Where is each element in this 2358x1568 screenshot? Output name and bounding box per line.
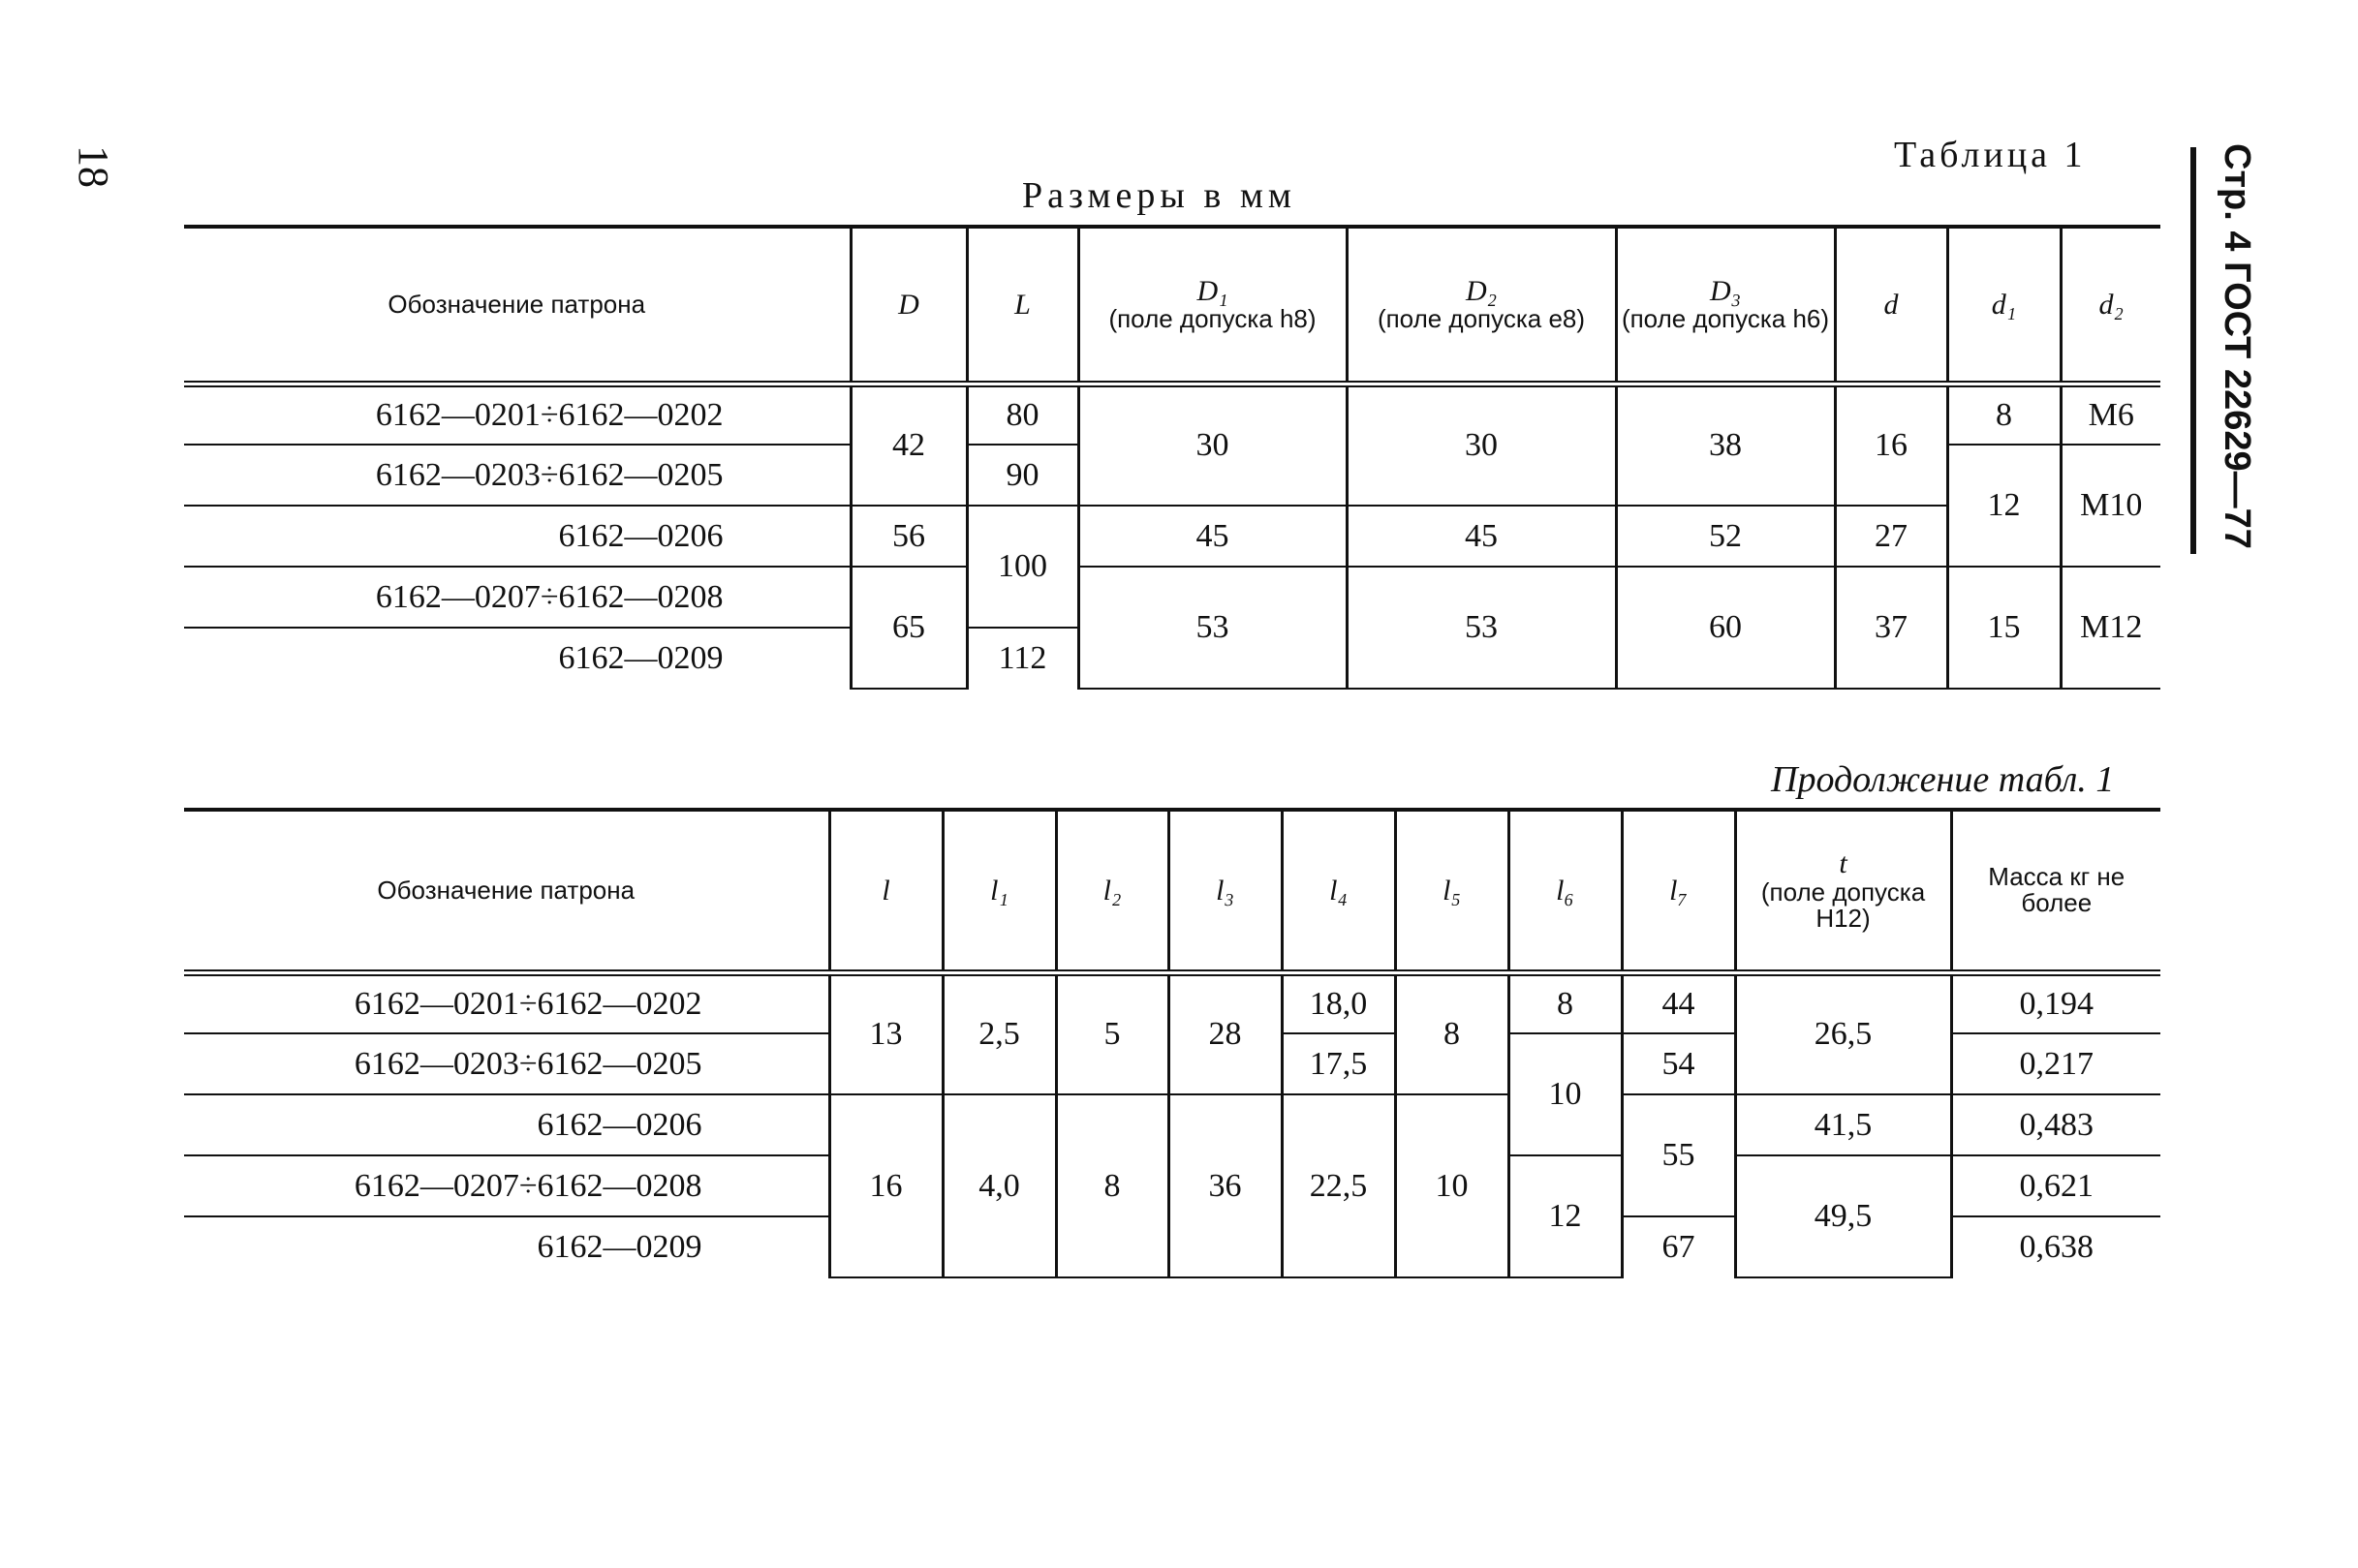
side-header: Стр. 4 ГОСТ 22629—77 [2217,143,2257,549]
cell-l4: 18,0 [1282,972,1395,1033]
cell-mass: 0,217 [1951,1033,2160,1094]
cell-d: 16 [1835,384,1947,506]
header-L: L [967,227,1078,384]
cell-L: 80 [967,384,1078,445]
table-title: Таблица 1 [1894,135,2087,175]
cell-l5: 8 [1395,972,1508,1094]
cell-l3: 28 [1168,972,1282,1094]
header-name: Обозначение патрона [184,810,829,972]
page-number: 18 [70,145,117,188]
table-1-continuation [184,808,2160,1278]
table-row-name: 6162—0203÷6162—0205 [184,445,851,506]
cell-d: 27 [1835,506,1947,567]
header-t: t (поле допуска Н12) [1735,810,1951,972]
table-row-name: 6162—0207÷6162—0208 [184,1155,829,1216]
cell-d: 37 [1835,567,1947,689]
table-row-name: 6162—0207÷6162—0208 [184,567,851,628]
header-d: d [1835,227,1947,384]
cell-D1: 53 [1078,567,1347,689]
cell-L: 100 [967,506,1078,628]
header-l2: l₂ [1056,810,1168,972]
cell-t: 49,5 [1735,1155,1951,1277]
units-caption: Размеры в мм [1022,175,1296,216]
header-l7: l₇ [1622,810,1735,972]
cell-l7: 67 [1622,1216,1735,1277]
header-l: l [829,810,943,972]
cell-l6: 8 [1508,972,1622,1033]
cell-l4: 22,5 [1282,1094,1395,1277]
table-row-name: 6162—0201÷6162—0202 [184,384,851,445]
cell-L: 112 [967,628,1078,689]
cell-D2: 53 [1347,567,1616,689]
cell-D3: 60 [1616,567,1835,689]
cell-l2: 5 [1056,972,1168,1094]
cell-D3: 38 [1616,384,1835,506]
table-1 [184,225,2160,690]
cell-d2: M12 [2061,567,2160,689]
cell-d1: 15 [1947,567,2061,689]
cell-l7: 54 [1622,1033,1735,1094]
cell-l1: 2,5 [943,972,1056,1094]
continuation-title: Продолжение табл. 1 [1771,759,2115,800]
header-l3: l₃ [1168,810,1282,972]
header-mass: Масса кг не более [1951,810,2160,972]
table-row-name: 6162—0201÷6162—0202 [184,972,829,1033]
header-l5: l₅ [1395,810,1508,972]
cell-L: 90 [967,445,1078,506]
cell-mass: 0,638 [1951,1216,2160,1277]
cell-D3: 52 [1616,506,1835,567]
cell-d2: M10 [2061,445,2160,567]
header-D: D [851,227,967,384]
table-row-name: 6162—0209 [558,640,724,676]
cell-l6: 12 [1508,1155,1622,1277]
cell-l7: 55 [1622,1094,1735,1216]
cell-t: 41,5 [1735,1094,1951,1155]
cell-mass: 0,483 [1951,1094,2160,1155]
table-row-name: 6162—0206 [184,506,851,567]
header-D1: D₁ (поле допуска h8) [1078,227,1347,384]
cell-l: 16 [829,1094,943,1277]
cell-D2: 30 [1347,384,1616,506]
cell-l7: 44 [1622,972,1735,1033]
header-d2: d₂ [2061,227,2160,384]
cell-mass: 0,621 [1951,1155,2160,1216]
table-row-name: 6162—0209 [537,1229,702,1265]
header-l4: l₄ [1282,810,1395,972]
cell-l: 13 [829,972,943,1094]
cell-D2: 45 [1347,506,1616,567]
cell-l5: 10 [1395,1094,1508,1277]
table-row-name: 6162—0206 [184,1094,829,1155]
header-l6: l₆ [1508,810,1622,972]
header-D3: D₃ (поле допуска h6) [1616,227,1835,384]
cell-d1: 8 [1947,384,2061,445]
cell-l3: 36 [1168,1094,1282,1277]
cell-t: 26,5 [1735,972,1951,1094]
cell-D: 42 [851,384,967,506]
cell-mass: 0,194 [1951,972,2160,1033]
header-d1: d₁ [1947,227,2061,384]
cell-d2: M6 [2061,384,2160,445]
cell-l6: 10 [1508,1033,1622,1155]
cell-D: 65 [851,567,967,689]
cell-D1: 45 [1078,506,1347,567]
header-name: Обозначение патрона [184,227,851,384]
table-row-name: 6162—0203÷6162—0205 [184,1033,829,1094]
side-rule [2190,147,2196,554]
cell-d1: 12 [1947,445,2061,567]
header-D2: D₂ (поле допуска е8) [1347,227,1616,384]
header-l1: l₁ [943,810,1056,972]
cell-l1: 4,0 [943,1094,1056,1277]
cell-l2: 8 [1056,1094,1168,1277]
cell-D1: 30 [1078,384,1347,506]
cell-l4: 17,5 [1282,1033,1395,1094]
cell-D: 56 [851,506,967,567]
